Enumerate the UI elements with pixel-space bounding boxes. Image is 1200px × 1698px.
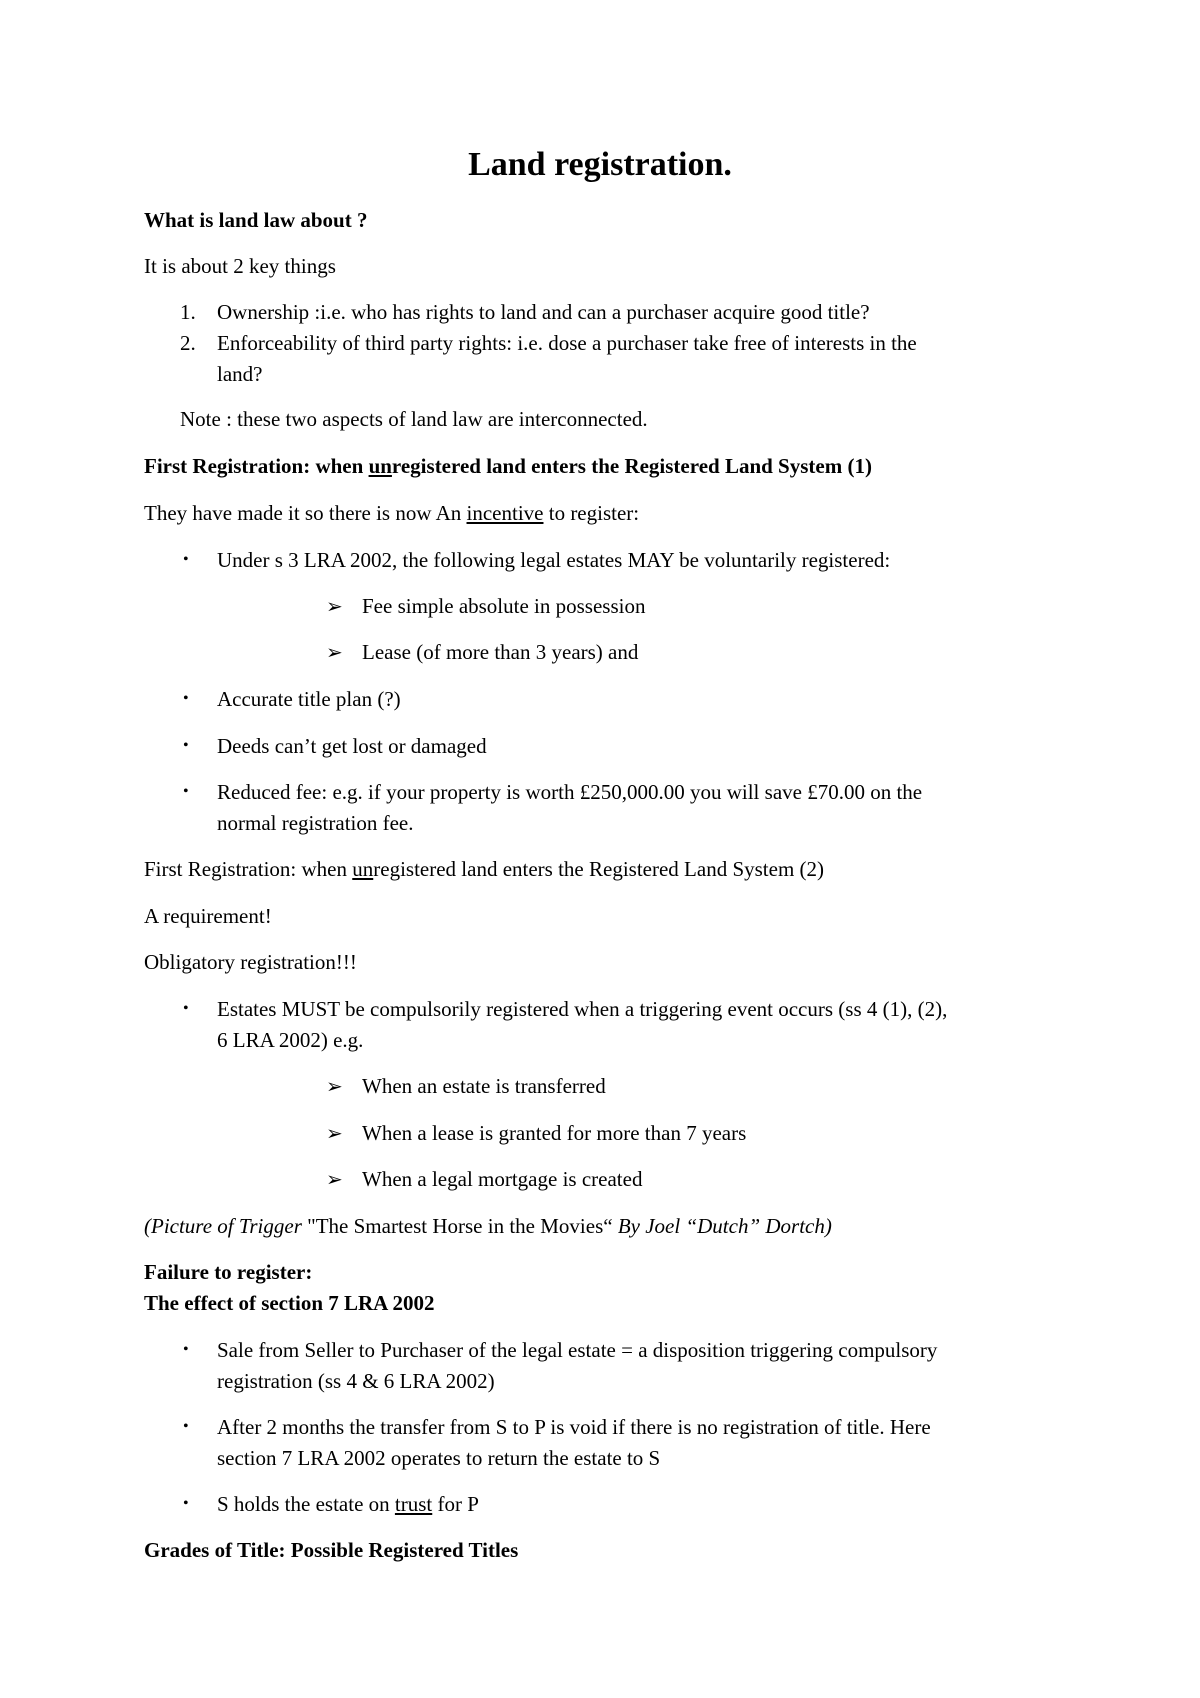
text-span: to register: [543, 501, 640, 525]
bullet-text: section 7 LRA 2002 operates to return the estate to S [217, 1446, 661, 1470]
bullet-text: Accurate title plan (?) [217, 687, 401, 711]
text-span: By Joel “Dutch” Dortch) [612, 1214, 832, 1238]
list-item-text: Enforceability of third party rights: i.e. dose a purchaser take free of interests in the [217, 331, 917, 355]
underlined-trust: trust [394, 1492, 433, 1516]
heading-underlined: un [368, 454, 392, 478]
sub-bullet-text: When a legal mortgage is created [362, 1167, 643, 1191]
text-span: registered land enters the Registered Land System (2) [373, 857, 825, 881]
section-heading-first-registration-1 [144, 454, 872, 479]
bullet-text: After 2 months the transfer from S to P is void if there is no registration of title. Here [217, 1415, 931, 1439]
note-text: Note : these two aspects of land law are interconnected. [180, 407, 648, 431]
text-span: They have made it so there is now An [144, 501, 467, 525]
bullet-icon: • [183, 1000, 189, 1017]
heading-underlined: un [352, 857, 374, 881]
arrow-bullet-icon: ➢ [326, 1169, 343, 1191]
bullet-text: Deeds can’t get lost or damaged [217, 734, 487, 758]
sub-bullet-text: When an estate is transferred [362, 1074, 606, 1098]
list-number: 1. [180, 300, 196, 324]
requirement-text: A requirement! [144, 904, 272, 928]
bullet-text: registration (ss 4 & 6 LRA 2002) [217, 1369, 495, 1393]
bullet-icon: • [183, 1418, 189, 1435]
intro-text: It is about 2 key things [144, 254, 336, 278]
sub-bullet-text: When a lease is granted for more than 7 years [362, 1121, 747, 1145]
section-heading-failure: Failure to register: [144, 1260, 313, 1284]
text-span: for P [432, 1492, 479, 1516]
underlined-incentive: incentive [466, 501, 544, 525]
text-span: S holds the estate on [217, 1492, 395, 1516]
section-heading-land-law: What is land law about ? [144, 208, 368, 232]
heading-text: First Registration: when [144, 454, 369, 478]
incentive-text [144, 501, 639, 526]
list-number: 2. [180, 331, 196, 355]
bullet-text: 6 LRA 2002) e.g. [217, 1028, 364, 1052]
text-span: "The Smartest Horse in the Movies“ [307, 1214, 613, 1238]
arrow-bullet-icon: ➢ [326, 1123, 343, 1145]
bullet-icon: • [183, 737, 189, 754]
bullet-icon: • [183, 551, 189, 568]
arrow-bullet-icon: ➢ [326, 642, 343, 664]
heading-text: registered land enters the Registered Land System (1) [391, 454, 872, 478]
sub-bullet-text: Lease (of more than 3 years) and [362, 640, 639, 664]
bullet-text: Sale from Seller to Purchaser of the legal estate = a disposition triggering compulsory [217, 1338, 938, 1362]
sub-bullet-text: Fee simple absolute in possession [362, 594, 646, 618]
text-span: First Registration: when [144, 857, 353, 881]
bullet-icon: • [183, 690, 189, 707]
arrow-bullet-icon: ➢ [326, 1076, 343, 1098]
bullet-text: normal registration fee. [217, 811, 414, 835]
list-item-text: land? [217, 362, 263, 386]
bullet-icon: • [183, 1341, 189, 1358]
bullet-text [217, 1492, 479, 1517]
list-item-text: Ownership :i.e. who has rights to land and can a purchaser acquire good title? [217, 300, 870, 324]
obligatory-text: Obligatory registration!!! [144, 950, 357, 974]
bullet-text: Under s 3 LRA 2002, the following legal estates MAY be voluntarily registered: [217, 548, 891, 572]
page-title: Land registration. [468, 146, 732, 183]
bullet-icon: • [183, 1495, 189, 1512]
section-heading-first-registration-2 [144, 857, 824, 882]
section-heading-grades-of-title: Grades of Title: Possible Registered Titles [144, 1538, 519, 1562]
bullet-icon: • [183, 783, 189, 800]
arrow-bullet-icon: ➢ [326, 596, 343, 618]
picture-caption [144, 1214, 832, 1239]
bullet-text: Reduced fee: e.g. if your property is worth £250,000.00 you will save £70.00 on the [217, 780, 923, 804]
bullet-text: Estates MUST be compulsorily registered when a triggering event occurs (ss 4 (1), (2), [217, 997, 948, 1021]
text-span: (Picture of Trigger [144, 1214, 308, 1238]
section-subheading-section7: The effect of section 7 LRA 2002 [144, 1291, 435, 1315]
